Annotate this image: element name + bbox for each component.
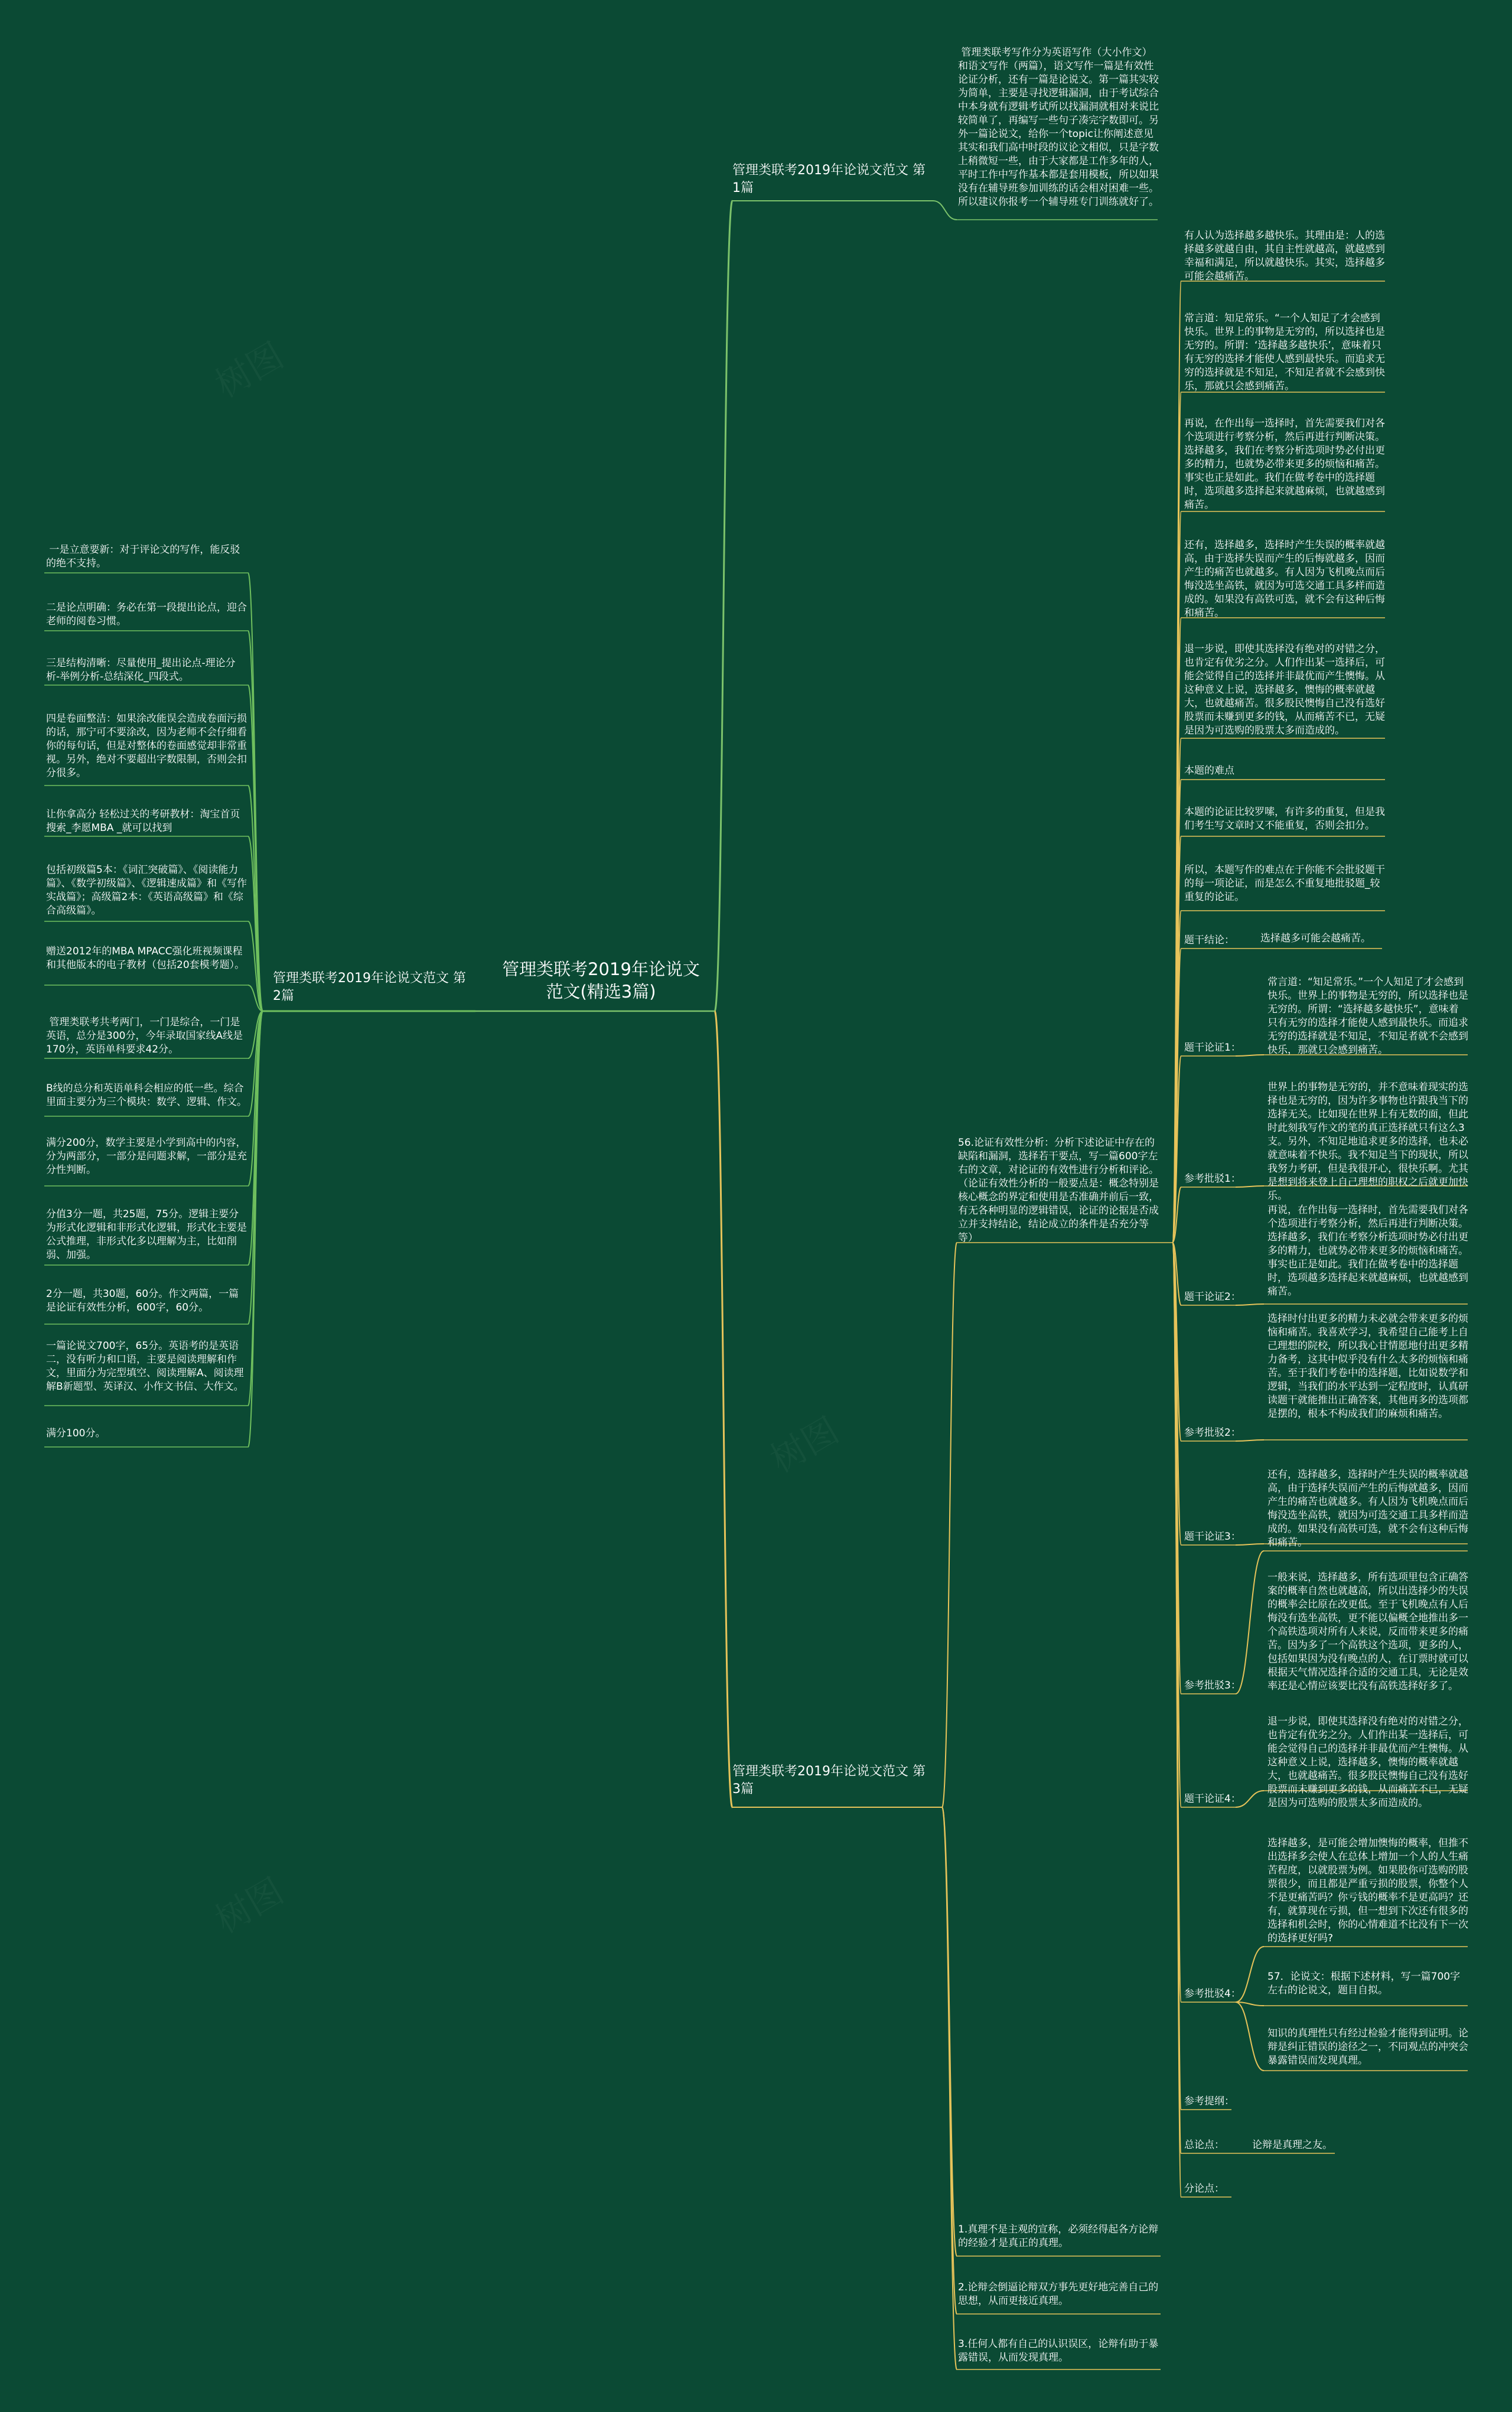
branch-3-pair-label[interactable]: 题干论证3： — [1184, 1531, 1241, 1543]
connector-line — [1236, 1304, 1264, 1305]
connector-line — [1236, 1551, 1264, 1694]
branch-2-item[interactable]: 赠送2012年的MBA MPACC强化班视频课程和其他版本的电子教材（包括20套模考题）。 — [46, 946, 245, 971]
branch-3-passage[interactable]: 所以，本题写作的难点在于你能不会批驳题干的每一项论证，而是怎么不重复地批驳题_较重复的论证。 — [1184, 864, 1385, 903]
connector-line — [1236, 1440, 1264, 1441]
branch-3-point[interactable]: 3.任何人都有自己的认识误区，论辩有助于暴露错误，从而发现真理。 — [958, 2338, 1159, 2364]
connector-line — [715, 1011, 732, 1807]
branch-3-pair-label[interactable]: 参考批驳1： — [1184, 1173, 1241, 1185]
branch-3-pair-text[interactable]: 退一步说，即使其选择没有绝对的对错之分，也肯定有优劣之分。人们作出某一选择后，可能会觉得自己的选择并非最优而产生懊悔。从这种意义上说，选择越多，懊悔的概率就越大，也就越痛苦。很多股民懊悔自己没有选好股票而未赚到更多的钱，从而痛苦不已，无疑是因为可选购的股票太多而造成的。 — [1267, 1716, 1468, 1809]
branch-2-item[interactable]: B线的总分和英语单科会相应的低一些。综合里面主要分为三个模块：数学、逻辑、作文。 — [46, 1083, 247, 1108]
branch-2-item[interactable]: 三是结构清晰：尽量使用_提出论点-理论分析-举例分析-总结深化_四段式。 — [46, 657, 236, 683]
branch-2-title[interactable]: 管理类联考2019年论说文范文 第2篇 — [273, 971, 466, 1003]
connector-line — [1236, 2002, 1264, 2071]
branch-3-pair-text[interactable]: 选择时付出更多的精力未必就会带来更多的烦恼和痛苦。我喜欢学习，我希望自己能考上自己理想的院校，所以我心甘情愿地付出更多精力备考，这其中似乎没有什么太多的烦恼和痛苦。至于我们考卷中的选择题，比如说数学和逻辑，当我们的水平达到一定程度时，认真研读题干就能推出正确答案，其他再多的选项都是摆的，根本不构成我们的麻烦和痛苦。 — [1267, 1313, 1468, 1420]
branch-3-tail-label[interactable]: 参考提纲： — [1184, 2095, 1234, 2107]
branch-3-passage[interactable]: 本题的论证比较罗嗦，有许多的重复，但是我们考生写文章时又不能重复，否则会扣分。 — [1184, 806, 1385, 832]
branch-3-pair-text[interactable]: 常言道：“知足常乐。”一个人知足了才会感到快乐。世界上的事物是无穷的，所以选择也是无穷的。所谓：“选择越多越快乐”，意味着只有无穷的选择才能使人感到最快乐。而追求无穷的选择就是不知足，不知足者就不会感到快乐，那就只会感到痛苦。 — [1267, 976, 1468, 1056]
branch-3-ref4-item[interactable]: 知识的真理性只有经过检验才能得到证明。论辩是纠正错误的途径之一，不同观点的冲突会暴露错误而发现真理。 — [1267, 2028, 1468, 2067]
branch-2-item[interactable]: 二是论点明确：务必在第一段提出论点，迎合老师的阅卷习惯。 — [46, 602, 247, 627]
branch-3-ref4-item[interactable]: 选择越多，是可能会增加懊悔的概率，但推不出选择多会使人在总体上增加一个人的人生痛苦程度，以就股票为例。如果股你可选购的股票很少，而且都是严重亏损的股票，你整个人不是更痛苦吗？你亏钱的概率不是更高吗？还有，就算现在亏损，但一想到下次还有很多的选择和机会时，你的心情难道不比没有下一次的选择更好吗? — [1267, 1837, 1468, 1944]
branch-2-item[interactable]: 满分100分。 — [46, 1427, 106, 1439]
branch-2-item[interactable]: 2分一题，共30题，60分。作文两篇，一篇是论证有效性分析，600字，60分。 — [46, 1288, 239, 1313]
branch-3-pair-text[interactable]: 一般来说，选择越多，所有选项里包含正确答案的概率自然也就越高，所以出选择少的失误的概率会比原在改更低。至于飞机晚点有人后悔没有选坐高铁，更不能以偏概全地推出多一个高铁选项对所有人来说，反而带来更多的痛苦。因为多了一个高铁这个选项，更多的人，包括如果因为没有晚点的人，在订票时就可以根据天气情况选择合适的交通工具，无论是效率还是心情应该要比没有高铁选择好多了。 — [1267, 1572, 1468, 1692]
branch-3-tail-text[interactable]: 论辩是真理之友。 — [1252, 2139, 1332, 2151]
branch-3-pair-text[interactable]: 世界上的事物是无穷的，并不意味着现实的选择也是无穷的，因为许多事物也许跟我当下的选择无关。比如现在世界上有无数的面，但此时此刻我写作文的笔的真正选择就只有这么3支。另外，不知足地追求更多的选择，也未必就意味着不快乐。我不知足当下的现状，所以我努力考研，但是我很开心，很快乐啊。尤其是想到将来登上自己理想的职权之后就更加快乐。 — [1267, 1081, 1468, 1202]
branch-3-pair-label[interactable]: 题干论证1： — [1184, 1042, 1241, 1054]
branch-3-pair-label[interactable]: 题干论证4： — [1184, 1793, 1241, 1805]
connector-line — [715, 201, 732, 1011]
branch-3-point[interactable]: 1.真理不是主观的宣称，必须经得起各方论辩的经验才是真正的真理。 — [958, 2224, 1159, 2249]
root-topic[interactable]: 管理类联考2019年论说文范文(精选3篇) — [502, 959, 700, 1002]
branch-3-pair-label[interactable]: 题干结论： — [1184, 934, 1234, 946]
branch-2-item[interactable]: 一是立意要新：对于评论文的写作，能反驳的绝不支持。 — [46, 544, 240, 569]
branch-3-point[interactable]: 2.论辩会倒逼论辩双方事先更好地完善自己的思想，从而更接近真理。 — [958, 2281, 1159, 2307]
branch-3-pair-text[interactable]: 再说，在作出每一选择时，首先需要我们对各个选项进行考察分析，然后再进行判断决策。选择越多，我们在考察分析选项时势必付出更多的精力，也就势必带来更多的烦恼和痛苦。事实也正是如此。我们在做考卷中的选择题时，选项越多选择起来就越麻烦，也就越感到痛苦。 — [1267, 1204, 1468, 1298]
branch-2-item[interactable]: 管理类联考共考两门，一门是综合，一门是英语，总分是300分，今年录取国家线A线是170分，英语单科要求42分。 — [46, 1016, 243, 1055]
connector-line — [1236, 1055, 1264, 1056]
branch-2-item[interactable]: 包括初级篇5本：《词汇突破篇》、《阅读能力篇》、《数学初级篇》、《逻辑速成篇》和《写作实战篇》；高级篇2本：《英语高级篇》和《综合高级篇》。 — [46, 864, 247, 917]
branch-3-tail-label[interactable]: 分论点： — [1184, 2183, 1224, 2195]
connector-line — [1236, 1544, 1264, 1545]
connector-line — [1236, 1186, 1264, 1187]
branch-3-passage[interactable]: 再说，在作出每一选择时，首先需要我们对各个选项进行考察分析，然后再进行判断决策。选择越多，我们在考察分析选项时势必付出更多的精力，也就势必带来更多的烦恼和痛苦。事实也正是如此。我们在做考卷中的选择题时，选项越多选择起来就越麻烦，也就越感到痛苦。 — [1184, 418, 1385, 511]
branch-2-item[interactable]: 一篇论说文700字，65分。英语考的是英语二，没有听力和口语，主要是阅读理解和作文，里面分为完型填空、阅读理解A、阅读理解B新题型、英译汉、小作文书信、大作文。 — [46, 1340, 244, 1393]
branch-3-pair-text[interactable]: 选择越多可能会越痛苦。 — [1260, 933, 1371, 944]
branch-3-pair-label[interactable]: 参考批驳2： — [1184, 1427, 1241, 1439]
branch-3-ref4-item[interactable]: 57．论说文：根据下述材料，写一篇700字左右的论说文，题目自拟。 — [1267, 1971, 1461, 1996]
branch-3-ref4-label[interactable]: 参考批驳4： — [1184, 1988, 1241, 2000]
connector-line — [248, 631, 263, 1011]
branch-3-title[interactable]: 管理类联考2019年论说文范文 第3篇 — [732, 1764, 926, 1797]
branch-3-passage[interactable]: 退一步说，即使其选择没有绝对的对错之分，也肯定有优劣之分。人们作出某一选择后，可能会觉得自己的选择并非最优而产生懊悔。从这种意义上说，选择越多，懊悔的概率就越大，也就越痛苦。很多股民懊悔自己没有选好股票而未赚到更多的钱，从而痛苦不已，无疑是因为可选购的股票太多而造成的。 — [1184, 643, 1385, 736]
branch-1-text[interactable]: 管理类联考写作分为英语写作（大小作文）和语文写作（两篇），语文写作一篇是有效性论证分析，还有一篇是论说文。第一篇其实较为简单，主要是寻找逻辑漏洞，由于考试综合中本身就有逻辑考试所以找漏洞就相对来说比较简单了，再编写一些句子凑完字数即可。另外一篇论说文，给你一个topic让你阐述意见其实和我们高中时段的议论文相似，只是字数上稍微短一些，由于大家都是工作多年的人，平时工作中写作基本都是套用模板，所以如果没有在辅导班参加训练的话会相对困难一些。所以建议你报考一个辅导班专门训练就好了。 — [958, 47, 1159, 208]
connector-line — [933, 201, 957, 220]
branch-2-item[interactable]: 让你拿高分 轻松过关的考研教材：淘宝首页搜索_李愿MBA _就可以找到 — [46, 809, 240, 834]
branch-3-tail-label[interactable]: 总论点： — [1184, 2139, 1224, 2151]
branch-3-pair-label[interactable]: 参考批驳3： — [1184, 1680, 1241, 1691]
branch-1-title[interactable]: 管理类联考2019年论说文范文 第1篇 — [732, 163, 926, 195]
connector-line — [248, 1011, 263, 1447]
branch-3-pair-label[interactable]: 题干论证2： — [1184, 1291, 1241, 1303]
branch-2-item[interactable]: 分值3分一题，共25题，75分。逻辑主要分为形式化逻辑和非形式化逻辑，形式化主要是公式推理，非形式化多以理解为主，比如削弱、加强。 — [46, 1208, 247, 1261]
branch-3-passage[interactable]: 常言道：知足常乐。“一个人知足了才会感到快乐。世界上的事物是无穷的，所以选择也是无穷的。所谓：‘选择越多越快乐’，意味着只有无穷的选择才能使人感到最快乐。而追求无穷的选择就是不知足，不知足者就不会感到快乐，那就只会感到痛苦。 — [1184, 312, 1385, 392]
branch-3-pair-text[interactable]: 还有，选择越多，选择时产生失误的概率就越高，由于选择失误而产生的后悔就越多，因而产生的痛苦也就越多。有人因为飞机晚点而后悔没选坐高铁，就因为可选交通工具多样而造成的。如果没有高铁可选，就不会有这种后悔和痛苦。 — [1267, 1469, 1468, 1549]
branch-2-item[interactable]: 满分200分，数学主要是小学到高中的内容，分为两部分，一部分是问题求解，一部分是充分性判断。 — [46, 1137, 247, 1176]
branch-2-item[interactable]: 四是卷面整洁：如果涂改能误会造成卷面污损的话，那宁可不要涂改，因为老师不会仔细看你的每句话，但是对整体的卷面感觉却非常重视。另外，绝对不要超出字数限制，否则会扣分很多。 — [46, 713, 247, 779]
branch-3-passage[interactable]: 有人认为选择越多越快乐。其理由是：人的选择越多就越自由，其自主性就越高，就越感到幸福和满足，所以就越快乐。其实，选择越多可能会越痛苦。 — [1184, 230, 1385, 282]
branch-3-passage[interactable]: 本题的难点 — [1184, 765, 1234, 777]
connector-line — [942, 1243, 957, 1807]
branch-3-passage[interactable]: 还有，选择越多，选择时产生失误的概率就越高，由于选择失误而产生的后悔就越多，因而产生的痛苦也就越多。有人因为飞机晚点而后悔没选坐高铁，就因为可选交通工具多样而造成的。如果没有高铁可选，就不会有这种后悔和痛苦。 — [1184, 539, 1385, 619]
branch-3-intro[interactable]: 56.论证有效性分析：分析下述论证中存在的缺陷和漏洞，选择若干要点，写一篇600字左右的文章，对论证的有效性进行分析和评论。（论证有效性分析的一般要点是：概念特别是核心概念的界定和使用是否准确并前后一致，有无各种明显的逻辑错误，论证的论据是否成立并支持结论，结论成立的条件是否充分等等） — [958, 1137, 1159, 1244]
